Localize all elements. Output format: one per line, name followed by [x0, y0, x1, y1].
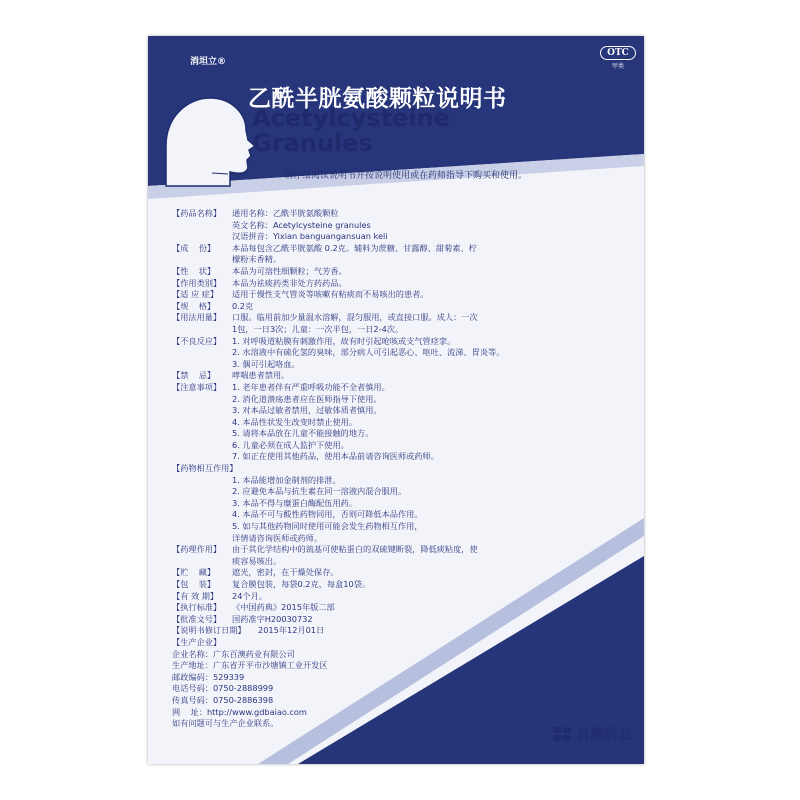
section-label: 【包 装】 — [172, 579, 216, 589]
section-text: 1. 本品能增加金制剂的排泄。 — [232, 474, 341, 485]
section-text: 国药准字H20030732 — [232, 613, 313, 624]
section-text: 1. 老年患者伴有严重呼吸功能不全者慎用。 — [232, 381, 390, 392]
section-text: 4. 本品不可与酸性药物同用，否则可降低本品作用。 — [232, 509, 423, 520]
brand-name: 消坦立® — [190, 57, 227, 67]
section-label: 【成 份】 — [172, 242, 216, 253]
section-label: 【生产企业】 — [172, 636, 222, 647]
otc-class: 甲类 — [611, 63, 624, 70]
section-pharmacology — [172, 544, 622, 567]
usage-notice: 请仔细阅读说明书并按说明使用或在药师指导下购买和使用。 — [284, 171, 528, 181]
section-text: 本品为祛痰药类非处方药药品。 — [232, 277, 347, 288]
section-text: 《中国药典》2015年版二部 — [232, 602, 335, 613]
section-text: 汉语拼音：Yixian banguangansuan keli — [232, 231, 388, 242]
section-standard — [172, 602, 622, 614]
section-precautions — [172, 382, 622, 463]
section-label: 【不良反应】 — [172, 335, 222, 346]
section-label: 【注意事项】 — [172, 381, 222, 392]
manufacturer-address: 生产地址：广东省开平市沙塘镇工业开发区 — [172, 660, 328, 671]
manufacturer-zip: 邮政编码：529339 — [172, 671, 245, 682]
section-text: 本品为可溶性细颗粒；气芳香。 — [232, 265, 347, 276]
section-text: 复合膜包装，每袋0.2克，每盒10袋。 — [232, 579, 371, 589]
section-text: 适用于慢性支气管炎等咳嗽有粘痰而不易咳出的患者。 — [232, 289, 429, 300]
manufacturer-phone: 电话号码：0750-2888999 — [172, 683, 274, 694]
company-logo-icon — [553, 727, 571, 741]
section-label: 【性 状】 — [172, 265, 216, 276]
section-text: 4. 本品性状发生改变时禁止使用。 — [232, 416, 358, 427]
package-insert-sheet — [148, 36, 644, 764]
section-text: 1包，一日3次；儿童：一次半包，一日2-4次。 — [232, 323, 404, 334]
section-text: 6. 儿童必须在成人监护下使用。 — [232, 439, 349, 450]
section-text: 哮喘患者禁用。 — [232, 370, 290, 381]
section-contraindications — [172, 370, 622, 382]
section-text: 本品每包含乙酰半胱氨酸 0.2克。辅料为蔗糖、甘露醇、甜菊素、柠 — [232, 242, 477, 253]
section-label: 【药物相互作用】 — [172, 463, 238, 474]
section-properties — [172, 266, 622, 278]
section-text: 2. 应避免本品与抗生素在同一溶液内混合服用。 — [232, 486, 407, 497]
section-text: 遮光，密封，在干燥处保存。 — [232, 567, 339, 578]
section-text: 英文名称：Acetylcysteine granules — [232, 219, 371, 230]
title-english-line-1: Acetylcysteine — [252, 104, 450, 132]
section-text: 1. 对呼吸道粘膜有刺激作用，故有时引起呛咳或支气管痉挛。 — [232, 335, 456, 346]
section-text: 0.2克 — [232, 300, 254, 311]
section-category — [172, 278, 622, 290]
section-text: 24个月。 — [232, 590, 267, 601]
section-text: 2. 水溶液中有硫化氢的臭味，部分病人可引起恶心、呕吐、流涕、胃炎等。 — [232, 347, 505, 358]
company-logo-text: 百澳药业 — [576, 727, 632, 743]
section-manufacturer — [172, 637, 622, 730]
title-english-line-2: Granules — [252, 129, 373, 157]
section-drug-interactions — [172, 463, 622, 544]
insert-body — [172, 208, 622, 730]
section-text: 由于其化学结构中的巯基可使粘蛋白的双硫键断裂，降低痰粘度，使 — [232, 544, 478, 555]
title-english — [252, 106, 450, 156]
section-label: 【药理作用】 — [172, 544, 222, 555]
section-label: 【有 效 期】 — [172, 590, 219, 601]
section-text: 3. 本品不得与糜蛋白酶配伍用药。 — [232, 497, 358, 508]
section-text: 痰容易咳出。 — [232, 555, 282, 566]
section-label: 【执行标准】 — [172, 602, 222, 613]
section-text: 详情请咨询医师或药师。 — [232, 532, 323, 543]
section-approval — [172, 614, 622, 626]
otc-badge — [600, 46, 636, 70]
section-drug-name — [172, 208, 622, 243]
section-storage — [172, 567, 622, 579]
section-indications — [172, 289, 622, 301]
section-text: 通用名称：乙酰半胱氨酸颗粒 — [232, 208, 339, 218]
section-text: 5. 请将本品放在儿童不能接触的地方。 — [232, 428, 374, 439]
manufacturer-contact-note: 如有问题可与生产企业联系。 — [172, 718, 279, 729]
manufacturer-fax: 传真号码：0750-2886398 — [172, 694, 274, 705]
section-label: 【用法用量】 — [172, 312, 222, 323]
section-label: 【药品名称】 — [172, 208, 222, 218]
company-logo — [553, 724, 632, 744]
section-text: 口服。临用前加少量温水溶解，混匀服用，或直接口服。成人：一次 — [232, 312, 478, 323]
section-label: 【禁 忌】 — [172, 370, 216, 381]
section-text: 3. 对本品过敏者禁用，过敏体质者慎用。 — [232, 405, 382, 416]
section-text: 3. 偶可引起咯血。 — [232, 358, 300, 369]
otc-label: OTC — [600, 46, 636, 60]
section-dosage — [172, 312, 622, 335]
section-label: 【批准文号】 — [172, 613, 222, 624]
manufacturer-name: 企业名称：广东百澳药业有限公司 — [172, 648, 295, 659]
section-text: 檬粉末香精。 — [232, 254, 282, 265]
section-label: 【贮 藏】 — [172, 567, 216, 578]
section-specification — [172, 301, 622, 313]
title-chinese: 乙酰半胱氨酸颗粒说明书 — [248, 86, 507, 112]
section-text: 7. 如正在使用其他药品，使用本品前请咨询医师或药师。 — [232, 451, 439, 462]
section-composition — [172, 243, 622, 266]
section-revision-date — [172, 625, 622, 637]
section-label: 【规 格】 — [172, 300, 216, 311]
section-adverse-reactions — [172, 336, 622, 371]
section-text: 5. 如与其他药物同时使用可能会发生药物相互作用， — [232, 521, 423, 532]
section-text: 2015年12月01日 — [258, 625, 325, 636]
section-package — [172, 579, 622, 591]
manufacturer-website: 网 址：http://www.gdbaiao.com — [172, 706, 307, 717]
section-validity — [172, 591, 622, 603]
section-text: 2. 消化道溃疡患者应在医师指导下使用。 — [232, 393, 382, 404]
section-label: 【说明书修订日期】 — [172, 625, 246, 636]
section-label: 【适 应 症】 — [172, 289, 219, 300]
section-label: 【作用类别】 — [172, 277, 222, 288]
